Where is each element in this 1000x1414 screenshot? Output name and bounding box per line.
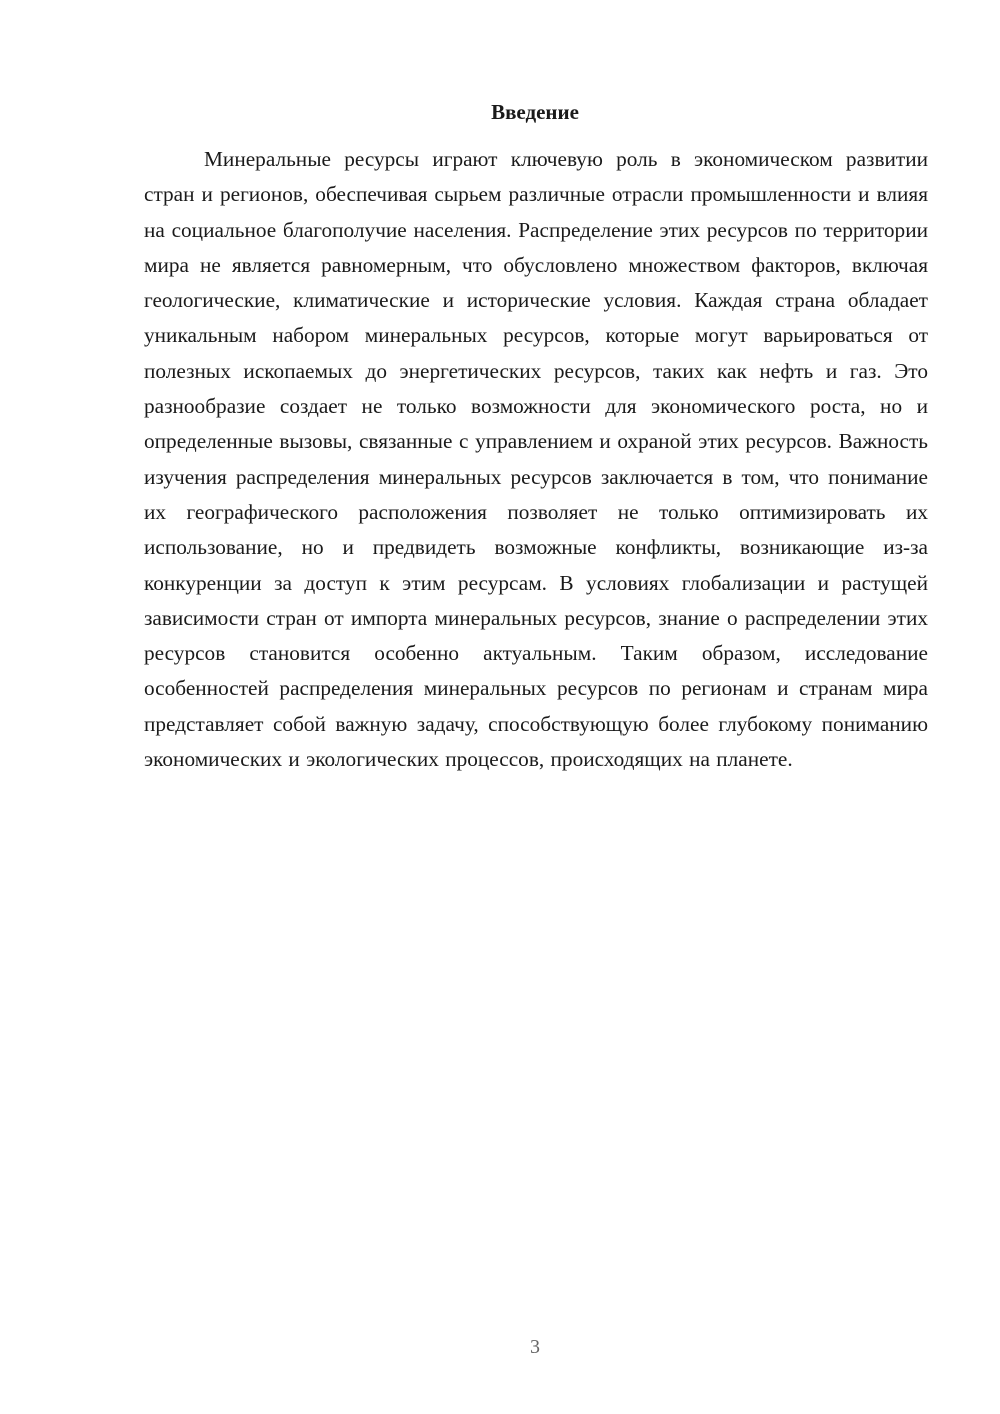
body-paragraph: Минеральные ресурсы играют ключевую роль в экономическом развитии стран и регионов, обеспечивая сырьем различные отрасли промышленности и влияя на социальное благополучие населения. Распределение этих ресурсов по территории мира не является равномерным, что обусловлено множеством факторов, включая геологические, климатические и исторические условия. Каждая страна обладает уникальным набором минеральных ресурсов, которые могут варьироваться от полезных ископаемых до энергетических ресурсов, таких как нефть и газ. Это разнообразие создает не только возможности для экономического роста, но и определенные вызовы, связанные с управлением и охраной этих ресурсов. Важность изучения распределения минеральных ресурсов заключается в том, что понимание их географического расположения позволяет не только оптимизировать их использование, но и предвидеть возможные конфликты, возникающие из-за конкуренции за доступ к этим ресурсам. В условиях глобализации и растущей зависимости стран от импорта минеральных ресурсов, знание о распределении этих ресурсов становится особенно актуальным. Таким образом, исследование особенностей распределения минеральных ресурсов по регионам и странам мира представляет собой важную задачу, способствующую более глубокому пониманию экономических и экологических процессов, происходящих на планете.	[144, 147, 928, 772]
page-number: 3	[530, 1336, 540, 1358]
section-heading: Введение	[491, 100, 579, 124]
